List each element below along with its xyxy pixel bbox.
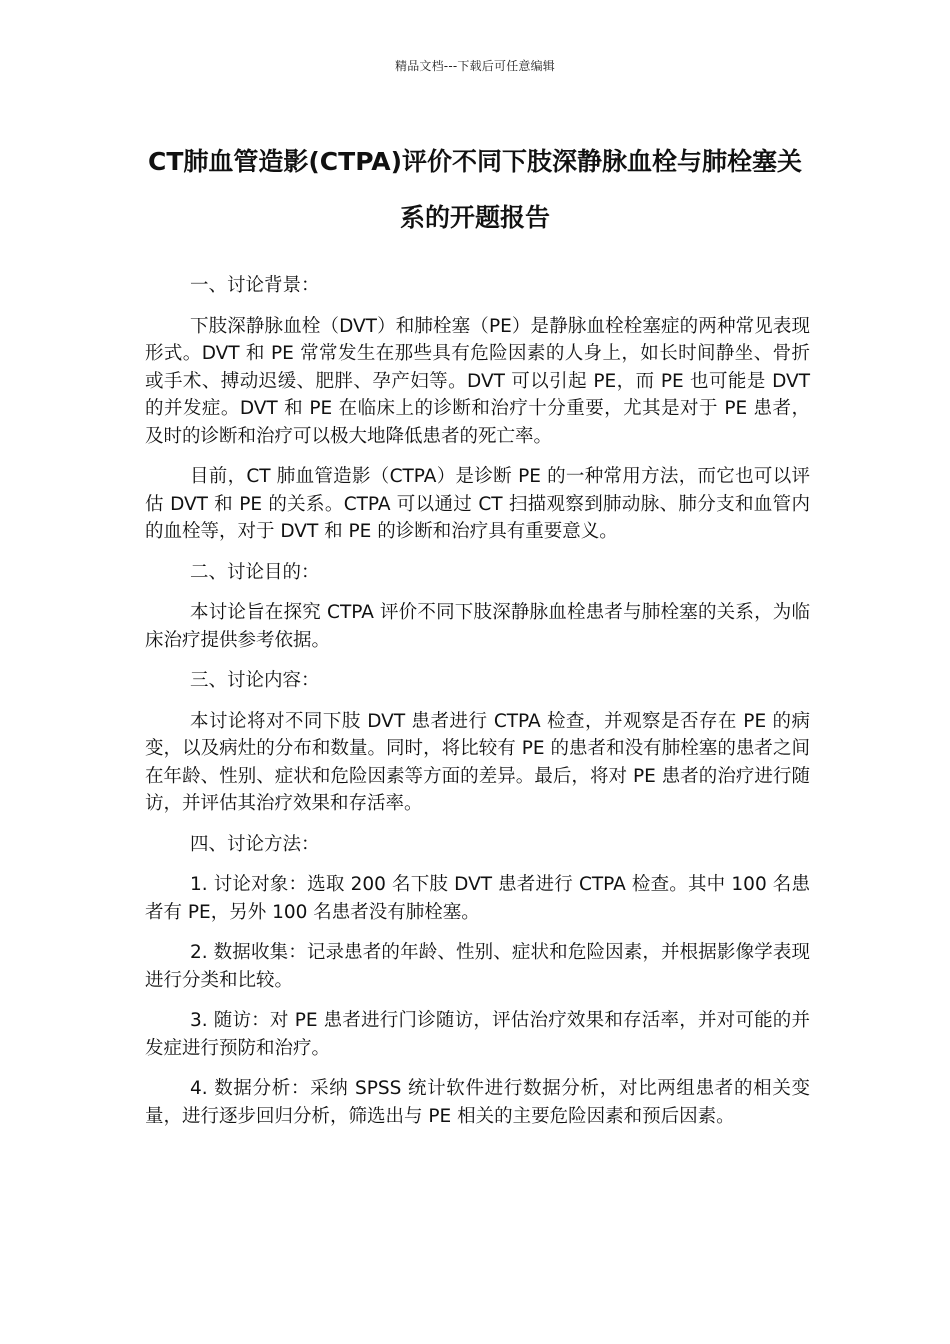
method-item-4: 4. 数据分析：采纳 SPSS 统计软件进行数据分析，对比两组患者的相关变量，进行逐步回归分析，筛选出与 PE 相关的主要危险因素和预后因素。	[145, 1078, 810, 1127]
method-item-3: 3. 随访：对 PE 患者进行门诊随访，评估治疗效果和存活率，并对可能的并发症进行预防和治疗。	[145, 1010, 810, 1059]
method-item-2: 2. 数据收集：记录患者的年龄、性别、症状和危险因素，并根据影像学表现进行分类和比较。	[145, 942, 810, 991]
paragraph-background-2: 目前，CT 肺血管造影（CTPA）是诊断 PE 的一种常用方法，而它也可以评估 DVT 和 PE 的关系。CTPA 可以通过 CT 扫描观察到肺动脉、肺分支和血管内的血栓等，对于 DVT 和 PE 的诊断和治疗具有重要意义。	[145, 466, 810, 542]
section-heading-background: 一、讨论背景：	[190, 275, 320, 296]
method-item-1: 1. 讨论对象：选取 200 名下肢 DVT 患者进行 CTPA 检查。其中 100 名患者有 PE，另外 100 名患者没有肺栓塞。	[145, 874, 810, 923]
document-body	[145, 272, 810, 1143]
paragraph-content: 本讨论将对不同下肢 DVT 患者进行 CTPA 检查，并观察是否存在 PE 的病变，以及病灶的分布和数量。同时，将比较有 PE 的患者和没有肺栓塞的患者之间在年龄、性别、症状和危险因素等方面的差异。最后，将对 PE 患者的治疗进行随访，并评估其治疗效果和存活率。	[145, 710, 810, 814]
document-title: CT肺血管造影(CTPA)评价不同下肢深静脉血栓与肺栓塞关系的开题报告	[147, 147, 803, 232]
paragraph-purpose: 本讨论旨在探究 CTPA 评价不同下肢深静脉血栓患者与肺栓塞的关系，为临床治疗提供参考依据。	[145, 602, 810, 651]
section-heading-content: 三、讨论内容：	[190, 670, 320, 691]
header-note: 精品文档---下载后可任意编辑	[395, 59, 555, 73]
section-heading-methods: 四、讨论方法：	[190, 833, 320, 855]
section-heading-purpose: 二、讨论目的：	[190, 561, 320, 583]
paragraph-background-1: 下肢深静脉血栓（DVT）和肺栓塞（PE）是静脉血栓栓塞症的两种常见表现形式。DVT 和 PE 常常发生在那些具有危险因素的人身上，如长时间静坐、骨折或手术、搏动迟缓、肥胖、孕产妇等。DVT 可以引起 PE，而 PE 也可能是 DVT 的并发症。DVT 和 PE 在临床上的诊断和治疗十分重要，尤其是对于 PE 患者，及时的诊断和治疗可以极大地降低患者的死亡率。	[145, 315, 810, 447]
